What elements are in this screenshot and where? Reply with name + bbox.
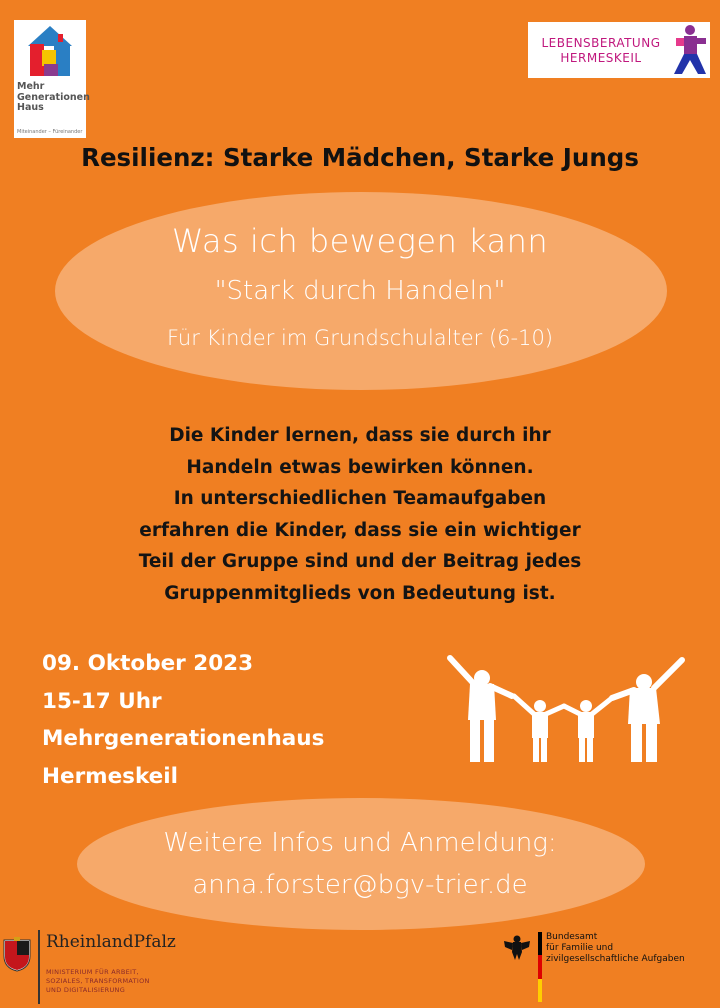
event-date: 09. Oktober 2023 — [42, 651, 254, 676]
contact-email-link[interactable]: anna.forster@bgv-trier.de — [192, 870, 528, 900]
ministry-line: MINISTERIUM FÜR ARBEIT, — [46, 968, 139, 976]
family-silhouette-icon — [440, 650, 690, 770]
mgh-tagline: Miteinander – Füreinander — [17, 129, 83, 135]
divider — [38, 930, 40, 1004]
event-town: Hermeskeil — [42, 763, 179, 789]
bafza-line: für Familie und — [546, 943, 614, 953]
description-line: Die Kinder lernen, dass sie durch ihr — [169, 425, 551, 446]
event-details — [42, 645, 324, 795]
ministry-line: SOZIALES, TRANSFORMATION — [46, 977, 150, 985]
mehrgenerationenhaus-logo — [14, 20, 90, 138]
bafza-logo — [500, 930, 710, 1004]
headline-line3: Für Kinder im Grundschulalter (6-10) — [167, 326, 553, 350]
rheinland-pfalz-name: RheinlandPfalz — [46, 932, 176, 952]
mgh-line1: Mehr — [17, 81, 45, 92]
event-location: Mehrgenerationenhaus — [42, 726, 325, 751]
description-line: In unterschiedlichen Teamaufgaben — [173, 488, 547, 509]
mgh-line2: Generationen — [17, 91, 90, 103]
rheinland-pfalz-logo — [0, 926, 200, 1006]
contact-heading: Weitere Infos und Anmeldung: — [163, 828, 557, 858]
description-line: Teil der Gruppe sind und der Beitrag jedes — [138, 551, 582, 572]
person-icon — [670, 24, 708, 76]
german-flag-bar — [538, 932, 542, 1002]
lebensberatung-line1: LEBENSBERATUNG — [541, 36, 661, 50]
coat-of-arms-icon — [2, 936, 32, 972]
ministry-line: UND DIGITALISIERUNG — [46, 986, 126, 994]
bafza-line: zivilgesellschaftliche Aufgaben — [546, 954, 685, 964]
headline-line1: Was ich bewegen kann — [171, 222, 549, 260]
description-line: Handeln etwas bewirken können. — [186, 456, 534, 478]
lebensberatung-line2: HERMESKEIL — [560, 51, 642, 65]
federal-eagle-icon — [502, 932, 532, 962]
mgh-line3: Haus — [17, 102, 44, 113]
house-icon — [24, 24, 76, 78]
description-line: erfahren die Kinder, dass sie ein wichtiger — [139, 519, 581, 541]
description-line: Gruppenmitglieds von Bedeutung ist. — [164, 582, 556, 604]
page-title: Resilienz: Starke Mädchen, Starke Jungs — [81, 143, 639, 172]
event-time: 15-17 Uhr — [42, 688, 162, 714]
headline-line2: "Stark durch Handeln" — [214, 276, 506, 306]
description-text — [0, 420, 720, 609]
bafza-line: Bundesamt — [546, 932, 598, 942]
lebensberatung-logo — [528, 22, 710, 78]
contact-ellipse — [77, 798, 645, 930]
